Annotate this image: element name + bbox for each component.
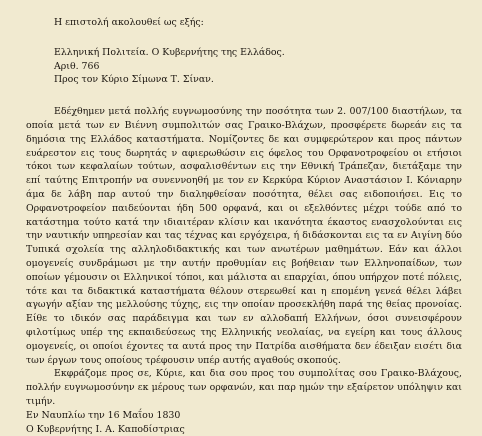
letter-body <box>26 105 462 436</box>
signature-line: Ο Κυβερνήτης Ι. Α. Καποδίστριας <box>26 423 185 435</box>
reference-number: Αριθ. 766 <box>54 60 100 72</box>
state-heading: Ελληνική Πολιτεία. Ο Κυβερνήτης της Ελλάδος. <box>54 46 285 58</box>
date-line: Εν Ναυπλίω την 16 Μαΐου 1830 <box>26 409 181 421</box>
letter-header <box>54 46 462 87</box>
intro-line: Η επιστολή ακολουθεί ως εξής: <box>54 17 204 28</box>
closing-paragraph: Εκφράζομε προς σε, Κύριε, και δια σου προς του συμπολίτας σου Γραικο-Βλάχους, πολλήν ευγνωμοσύνην εκ μέρους των ορφανών, και παρ ημών την εξαίρετον υπόληψιν και τιμήν. <box>26 368 462 407</box>
main-paragraph: Εδέχθημεν μετά πολλής ευγνωμοσύνης την ποσότητα των 2. 007/100 διαστήλων, τα οποία μετά των εν Βιέννη συμπολιτών σας Γραικο-Βλάχων, προσφέρετε δωρεάν εις τα δημόσια της Ελλάδος καταστήματα. Νομίζοντες δε και συμφερώτερον και προς πάντων ευάρεστον εις τους δωρητάς ν αφιερωθώσιν εις όφελος του Ορφανοτροφείου οι ετήσιοι τόκοι των κεφαλαίων τούτων, ασφαλισθέντων εις την Εθνική Τράπεζαν, διετάξαμε την επί ταύτης Επιτροπήν να συνεννοηθή με τον εν Κερκύρα Κύριον Αναστάσιον Ι. Κόνιαρην άμα δε λάβη παρ αυτού την διαληφθείσαν ποσότητα, θέλει σας ειδοποιήσει. Εις το Ορφανοτροφείον παιδεύονται ήδη 500 ορφανά, και οι εξελθόντες μέχρι τούδε από το κατάστημα τούτο κατά την ιδιαιτέραν κλίσιν και ικανότητα έκαστος ενασχολούνται εις την ναυτικήν υπηρεσίαν και τας τέχνας και εργόχειρα, ή διδάσκονται εις τα εν Αιγίνη δύο Τυπικά σχολεία της αλληλοδιδακτικής και των ανωτέρων μαθημάτων. Εάν και άλλοι ομογενείς συνδράμωσι με την αυτήν προθυμίαν εις βοήθειαν των Ελληνοπαίδων, των οποίων γέμουσιν οι Ελληνικοί τόποι, και μάλιστα αι επαρχίαι, όπου υπήρχον ποτέ πόλεις, τότε και τα διδακτικά καταστήματα θέλουν στερεωθεί και η επομένη γενεά θέλει λάβει αγωγήν αξίαν της μελλούσης τύχης, εις την οποίαν προσεκλήθη παρά της θείας προνοίας. Είθε το ιδικόν σας παράδειγμα και των εν αλλοδαπή Ελλήνων, όσοι συνεισφέρουν φιλοτίμως υπέρ της εκπαιδεύσεως της Ελληνικής νεολαίας, να εγείρη και τους άλλους ομογενείς, οι οποίοι έχοντες τα αυτά προς την Πατρίδα αισθήματα δεν έδειξαν εισέτι δια των έργων τους οποίους τρέφουσιν υπέρ αυτής αγαθούς σκοπούς. <box>26 106 462 366</box>
recipient-line: Προς τον Κύριο Σίμωνα Τ. Σίναν. <box>54 74 214 86</box>
